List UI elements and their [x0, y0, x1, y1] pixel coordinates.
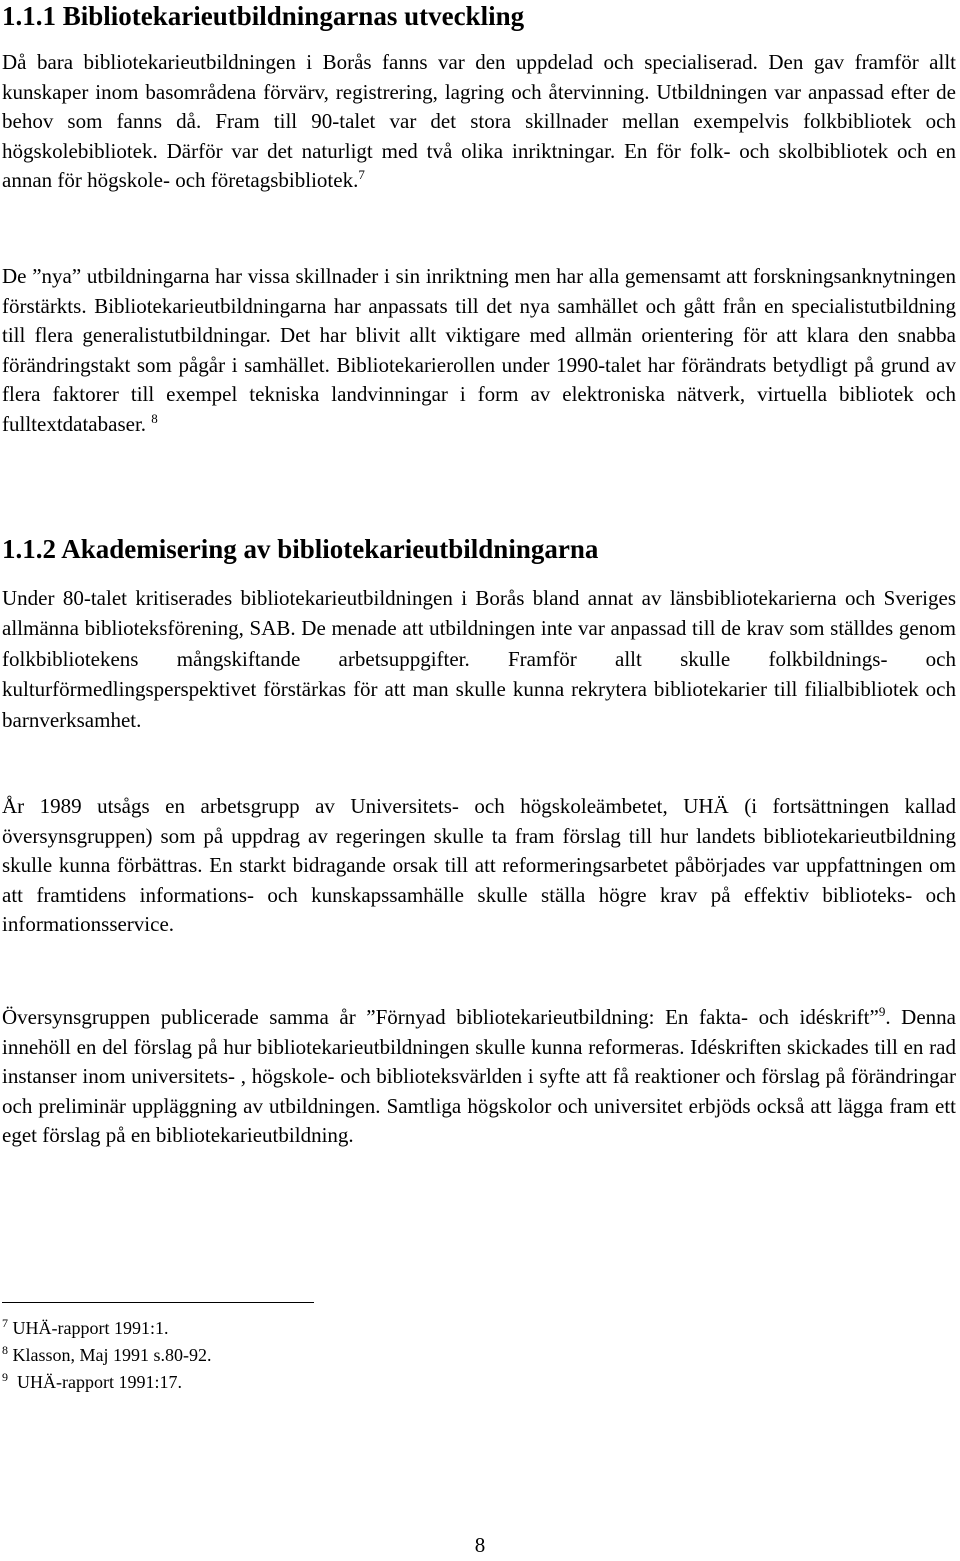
- section-heading-1-1-1: 1.1.1 Bibliotekarieutbildningarnas utveckling: [2, 1, 525, 31]
- section-1-paragraph-2: [2, 262, 956, 440]
- paragraph-text-before: Översynsgruppen publicerade samma år ”Förnyad bibliotekarieutbildning: En fakta- och idéskrift”: [2, 1005, 879, 1029]
- footnote-number: 9: [2, 1370, 8, 1384]
- footnote-text: UHÄ-rapport 1991:17.: [17, 1372, 182, 1392]
- section-heading-1-1-2: 1.1.2 Akademisering av bibliotekarieutbildningarna: [2, 534, 599, 564]
- section-1-paragraph-1: [2, 48, 956, 196]
- footnote-9: [2, 1371, 182, 1393]
- footnote-text: Klasson, Maj 1991 s.80-92.: [12, 1345, 212, 1365]
- paragraph-text-after: . Denna innehöll en del förslag på hur bibliotekarieutbildningen skulle kunna reformeras. Idéskriften skickades till en rad instanser inom universitets- , högskole- och biblioteksvärlden i syfte att få reaktioner och förslag på förändringar och preliminär uppläggning av utbildningen. Samtliga högskolor och universitet erbjöds också att lägga fram ett eget förslag på en bibliotekarieutbildning.: [2, 1005, 956, 1148]
- page-number: 8: [474, 1533, 486, 1557]
- paragraph-text: Då bara bibliotekarieutbildningen i Borås fanns var den uppdelad och specialiserad. Den gav framför allt kunskaper inom basområdena förvärv, registrering, lagring och återvinning. Utbildningen var anpassad efter de behov som fanns då. Fram till 90-talet var det stora skillnader mellan exempelvis folkbibliotek och högskolebibliotek. Därför var det naturligt med två olika inriktningar. En för folk- och skolbibliotek och en annan för högskole- och företagsbibliotek.: [2, 50, 956, 193]
- footnote-text: UHÄ-rapport 1991:1.: [12, 1318, 169, 1338]
- footnote-8: [2, 1344, 212, 1366]
- footnote-ref-9[interactable]: 9: [878, 1004, 886, 1019]
- section-2-paragraph-3: [2, 1003, 956, 1151]
- section-2-paragraph-1: Under 80-talet kritiserades bibliotekarieutbildningen i Borås bland annat av länsbibliotekarierna och Sveriges allmänna biblioteksförening, SAB. De menade att utbildningen inte var anpassad till de krav som ställdes genom folkbibliotekens mångskiftande arbetsuppgifter. Framför allt skulle folkbildnings- och kulturförmedlingsperspektivet förstärkas för att man skulle kunna rekrytera bibliotekarier till filialbibliotek och barnverksamhet.: [2, 586, 956, 732]
- footnote-number: 7: [2, 1316, 8, 1330]
- footnote-ref-7[interactable]: 7: [358, 167, 365, 183]
- footnote-number: 8: [2, 1343, 8, 1357]
- footnote-separator: [2, 1302, 314, 1303]
- paragraph-text: De ”nya” utbildningarna har vissa skillnader i sin inriktning men har alla gemensamt att forskningsanknytningen förstärkts. Bibliotekarieutbildningarna har anpassats till det nya samhället och gått från en specialistutbildning till flera generalistutbildningar. Det har blivit allt viktigare med allmän orientering för att klara den snabba förändringstakt som pågår i samhället. Bibliotekarierollen under 1990-talet har förändrats betydligt på grund av flera faktorer till exempel tekniska landvinningar i form av elektroniska nätverk, virtuella bibliotek och fulltextdatabaser.: [2, 264, 956, 436]
- footnote-ref-8[interactable]: 8: [151, 410, 158, 426]
- section-2-paragraph-2: År 1989 utsågs en arbetsgrupp av Universitets- och högskoleämbetet, UHÄ (i fortsättningen kallad översynsgruppen) som på uppdrag av regeringen skulle ta fram förslag till hur landets bibliotekarieutbildning skulle kunna förbättras. En starkt bidragande orsak till att reformeringsarbetet påbörjades var uppfattningen om att framtidens informations- och kunskapssamhälle skulle ställa högre krav på effektiv biblioteks- och informationsservice.: [2, 794, 956, 937]
- footnote-7: [2, 1317, 168, 1339]
